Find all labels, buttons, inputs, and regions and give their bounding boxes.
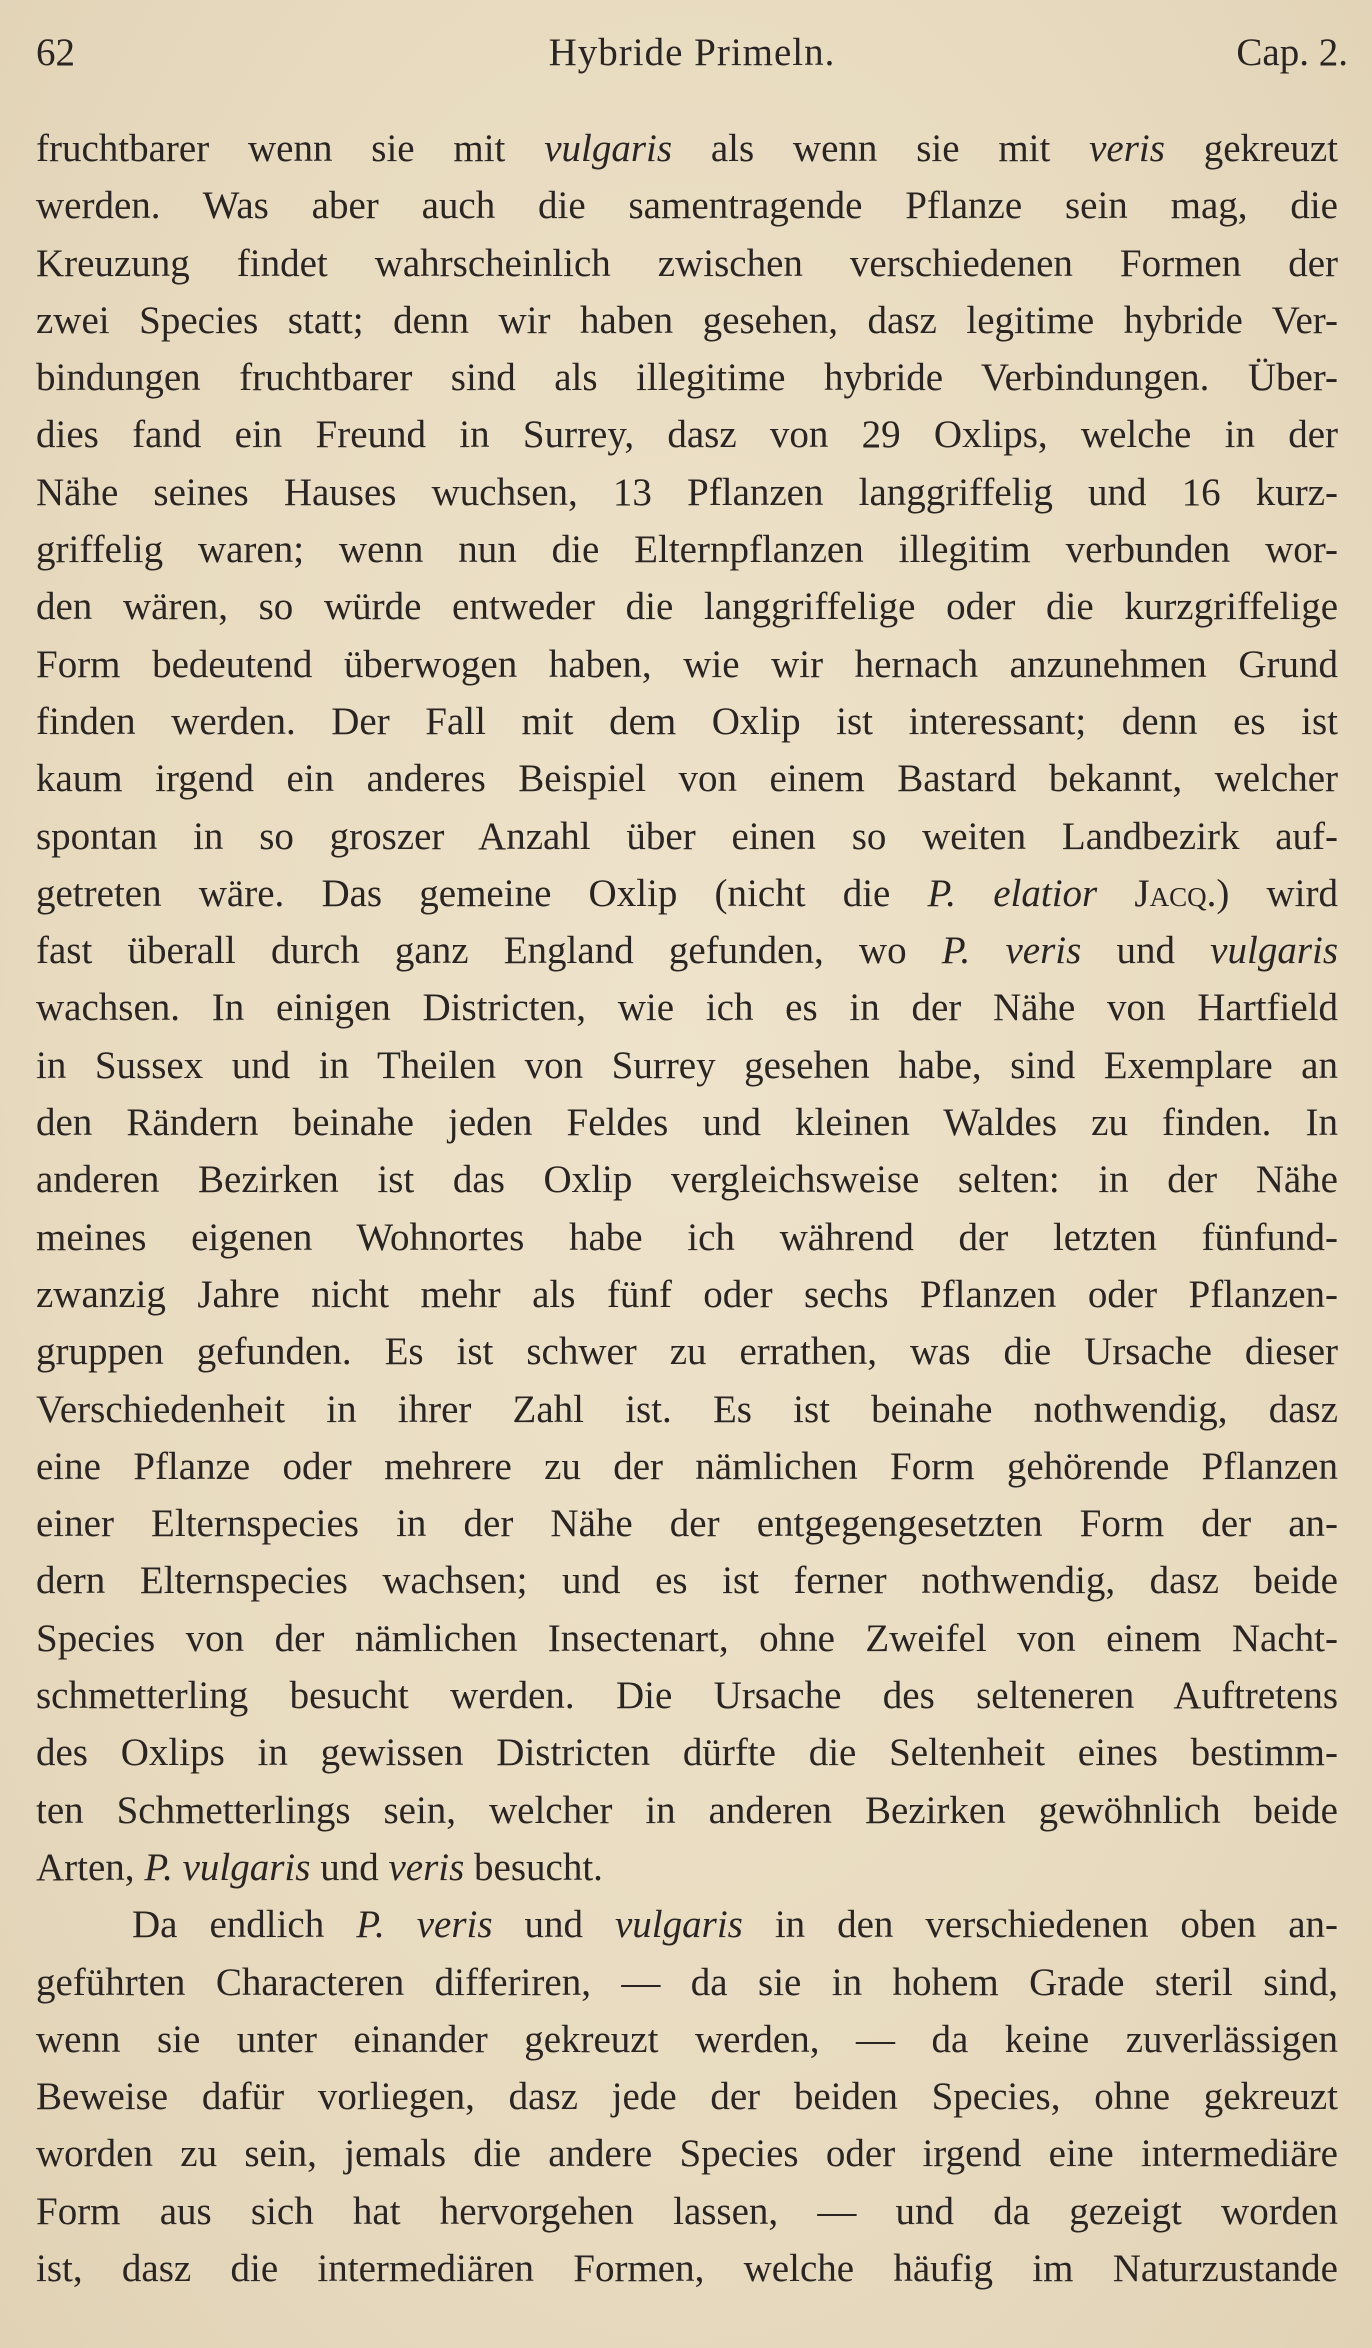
text-line: fast überall durch ganz England gefunden, wo P. veris und vulgaris [36, 929, 1338, 973]
text-line: einer Elternspecies in der Nähe der entgegengesetzten Form der an- [36, 1502, 1338, 1546]
text-line: spontan in so groszer Anzahl über einen so weiten Landbezirk auf- [36, 814, 1338, 858]
text-line: anderen Bezirken ist das Oxlip vergleichsweise selten: in der Nähe [36, 1158, 1338, 1202]
page-number: 62 [36, 31, 75, 74]
text-line: ten Schmetterlings sein, welcher in anderen Bezirken gewöhnlich beide [36, 1788, 1338, 1832]
text-line: kaum irgend ein anderes Beispiel von einem Bastard bekannt, welcher [36, 757, 1338, 801]
text-line: werden. Was aber auch die samentragende Pflanze sein mag, die [36, 184, 1338, 228]
text-line: Form aus sich hat hervorgehen lassen, — und da gezeigt worden [36, 2189, 1338, 2233]
running-title: Hybride Primeln. [548, 31, 836, 74]
text-line: Beweise dafür vorliegen, dasz jede der beiden Species, ohne gekreuzt [36, 2075, 1338, 2119]
text-line: Nähe seines Hauses wuchsen, 13 Pflanzen langgriffelig und 16 kurz- [36, 470, 1338, 514]
text-line: des Oxlips in gewissen Districten dürfte die Seltenheit eines bestimm- [36, 1731, 1338, 1775]
text-line: geführten Characteren differiren, — da sie in hohem Grade steril sind, [36, 1960, 1338, 2004]
text-line: den wären, so würde entweder die langgriffelige oder die kurzgriffelige [36, 585, 1338, 629]
text-line: finden werden. Der Fall mit dem Oxlip ist interessant; denn es ist [36, 699, 1338, 743]
text-line: ist, dasz die intermediären Formen, welche häufig im Naturzustande [36, 2246, 1338, 2290]
text-line: dies fand ein Freund in Surrey, dasz von 29 Oxlips, welche in der [36, 413, 1338, 457]
text-line: worden zu sein, jemals die andere Species oder irgend eine intermediäre [36, 2132, 1338, 2176]
text-line: wenn sie unter einander gekreuzt werden, — da keine zuverlässigen [36, 2017, 1338, 2061]
text-line: den Rändern beinahe jeden Feldes und kleinen Waldes zu finden. In [36, 1101, 1338, 1145]
text-line: Kreuzung findet wahrscheinlich zwischen verschiedenen Formen der [36, 241, 1338, 285]
text-line: wachsen. In einigen Districten, wie ich es in der Nähe von Hartfield [36, 986, 1338, 1030]
text-line: zwei Species statt; denn wir haben gesehen, dasz legitime hybride Ver- [36, 298, 1338, 342]
text-line: schmetterling besucht werden. Die Ursache des selteneren Auftretens [36, 1674, 1338, 1718]
text-line: griffelig waren; wenn nun die Elternpflanzen illegitim verbunden wor- [36, 528, 1338, 572]
text-line: Da endlich P. veris und vulgaris in den verschiedenen oben an- [132, 1903, 1338, 1947]
text-line: fruchtbarer wenn sie mit vulgaris als wenn sie mit veris gekreuzt [36, 127, 1338, 170]
text-line: Verschiedenheit in ihrer Zahl ist. Es ist beinahe nothwendig, dasz [36, 1387, 1338, 1431]
body-text [36, 120, 1338, 2297]
text-line: Arten, P. vulgaris und veris besucht. [36, 1845, 603, 1889]
text-line: gruppen gefunden. Es ist schwer zu errathen, was die Ursache dieser [36, 1330, 1338, 1374]
running-header [36, 30, 1348, 90]
text-line: getreten wäre. Das gemeine Oxlip (nicht die P. elatior Jacq.) wird [36, 871, 1338, 915]
text-line: bindungen fruchtbarer sind als illegitime hybride Verbindungen. Über- [36, 356, 1338, 400]
chapter-label: Cap. 2. [1236, 31, 1348, 74]
text-line: meines eigenen Wohnortes habe ich während der letzten fünfund- [36, 1215, 1338, 1259]
text-line: eine Pflanze oder mehrere zu der nämlichen Form gehörende Pflanzen [36, 1444, 1338, 1488]
text-line: dern Elternspecies wachsen; und es ist ferner nothwendig, dasz beide [36, 1559, 1338, 1603]
text-line: Species von der nämlichen Insectenart, ohne Zweifel von einem Nacht- [36, 1616, 1338, 1660]
text-line: zwanzig Jahre nicht mehr als fünf oder sechs Pflanzen oder Pflanzen- [36, 1272, 1338, 1316]
text-line: Form bedeutend überwogen haben, wie wir hernach anzunehmen Grund [36, 642, 1338, 686]
text-line: in Sussex und in Theilen von Surrey gesehen habe, sind Exemplare an [36, 1043, 1338, 1087]
